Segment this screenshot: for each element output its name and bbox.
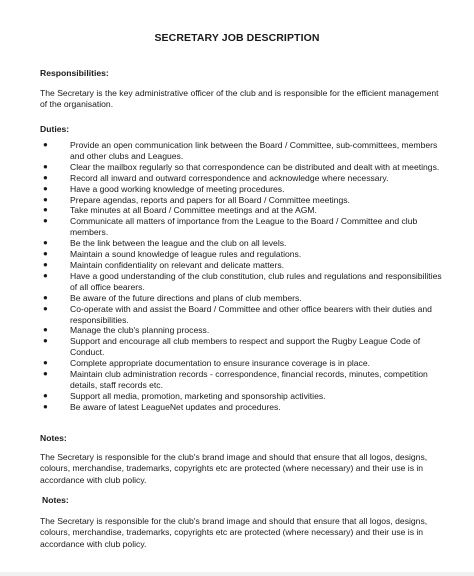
bullet-icon: ● — [43, 205, 48, 215]
duty-item: ● Prepare agendas, reports and papers for all Board / Committee meetings. — [43, 194, 350, 205]
duty-item: ● Be aware of the future directions and plans of club members. — [43, 292, 302, 303]
bullet-icon: ● — [43, 249, 48, 259]
bullet-icon: ● — [43, 336, 48, 346]
duty-item: ● Have a good working knowledge of meeting procedures. — [43, 183, 285, 194]
bullet-icon: ● — [43, 401, 48, 411]
duty-item: ● Be the link between the league and the club on all levels. — [43, 238, 287, 249]
duty-item: ● Clear the mailbox regularly so that correspondence can be distributed and dealt with at meetings. — [43, 161, 440, 172]
notes-heading: Notes: — [40, 433, 67, 443]
duty-item: ● Communicate all matters of importance from the League to the Board / Committee and club members. — [43, 216, 418, 238]
duty-item: ● Maintain a sound knowledge of league rules and regulations. — [43, 249, 302, 260]
page-bottom-edge — [0, 572, 474, 576]
bullet-icon: ● — [43, 172, 48, 182]
duty-item: ● Complete appropriate documentation to ensure insurance coverage is in place. — [43, 358, 371, 369]
bullet-icon: ● — [43, 303, 48, 313]
notes-text-2: The Secretary is responsible for the club's brand image and should that ensure that all logos, designs, colours, merchandise, trademarks, copyrights etc are protected (where necessary) and their use is in accordance with club policy. — [40, 516, 428, 549]
bullet-icon: ● — [43, 194, 48, 204]
bullet-icon: ● — [43, 140, 48, 149]
bullet-icon: ● — [43, 292, 48, 302]
duty-item: ● Provide an open communication link between the Board / Committee, sub-committees, members and other clubs and Leagues. — [43, 140, 438, 161]
notes-heading-2: Notes: — [42, 495, 69, 505]
responsibilities-text: The Secretary is the key administrative officer of the club and is responsible for the efficient management of the organisation. — [40, 88, 439, 110]
duty-item: ● Have a good understanding of the club constitution, club rules and regulations and responsibilities of all office bearers. — [43, 270, 442, 292]
responsibilities-heading: Responsibilities: — [40, 68, 109, 78]
bullet-icon: ● — [43, 259, 48, 269]
duty-item: ● Maintain club administration records - correspondence, financial records, minutes, competition details, staff records etc. — [43, 369, 428, 390]
notes-text: The Secretary is responsible for the club's brand image and should that ensure that all logos, designs, colours, merchandise, trademarks, copyrights etc are protected (where necessary) and their use is in accordance with club policy. — [40, 452, 428, 485]
bullet-icon: ● — [43, 183, 48, 193]
bullet-icon: ● — [43, 358, 48, 368]
duty-item: ● Co-operate with and assist the Board / Committee and other office bearers with their duties and responsibilities. — [43, 303, 432, 325]
bullet-icon: ● — [43, 161, 48, 171]
duty-item: ● Manage the club's planning process. — [43, 325, 210, 336]
bullet-icon: ● — [43, 270, 48, 280]
bullet-icon: ● — [43, 390, 48, 400]
bullet-icon: ● — [43, 325, 48, 335]
duty-item: ● Be aware of latest LeagueNet updates and procedures. — [43, 401, 281, 412]
duty-item: ● Support and encourage all club members to respect and support the Rugby League Code of Conduct. — [43, 336, 421, 358]
bullet-icon: ● — [43, 238, 48, 248]
bullet-icon: ● — [43, 369, 48, 379]
duties-heading: Duties: — [40, 124, 70, 134]
bullet-icon: ● — [43, 216, 48, 226]
document-title: SECRETARY JOB DESCRIPTION — [154, 32, 320, 44]
duty-item: ● Support all media, promotion, marketing and sponsorship activities. — [43, 390, 326, 401]
duty-item: ● Record all inward and outward correspondence and acknowledge where necessary. — [43, 172, 389, 183]
duty-item: ● Take minutes at all Board / Committee meetings and at the AGM. — [43, 205, 317, 216]
duties-list — [40, 140, 450, 413]
duty-item: ● Maintain confidentiality on relevant and delicate matters. — [43, 259, 285, 270]
